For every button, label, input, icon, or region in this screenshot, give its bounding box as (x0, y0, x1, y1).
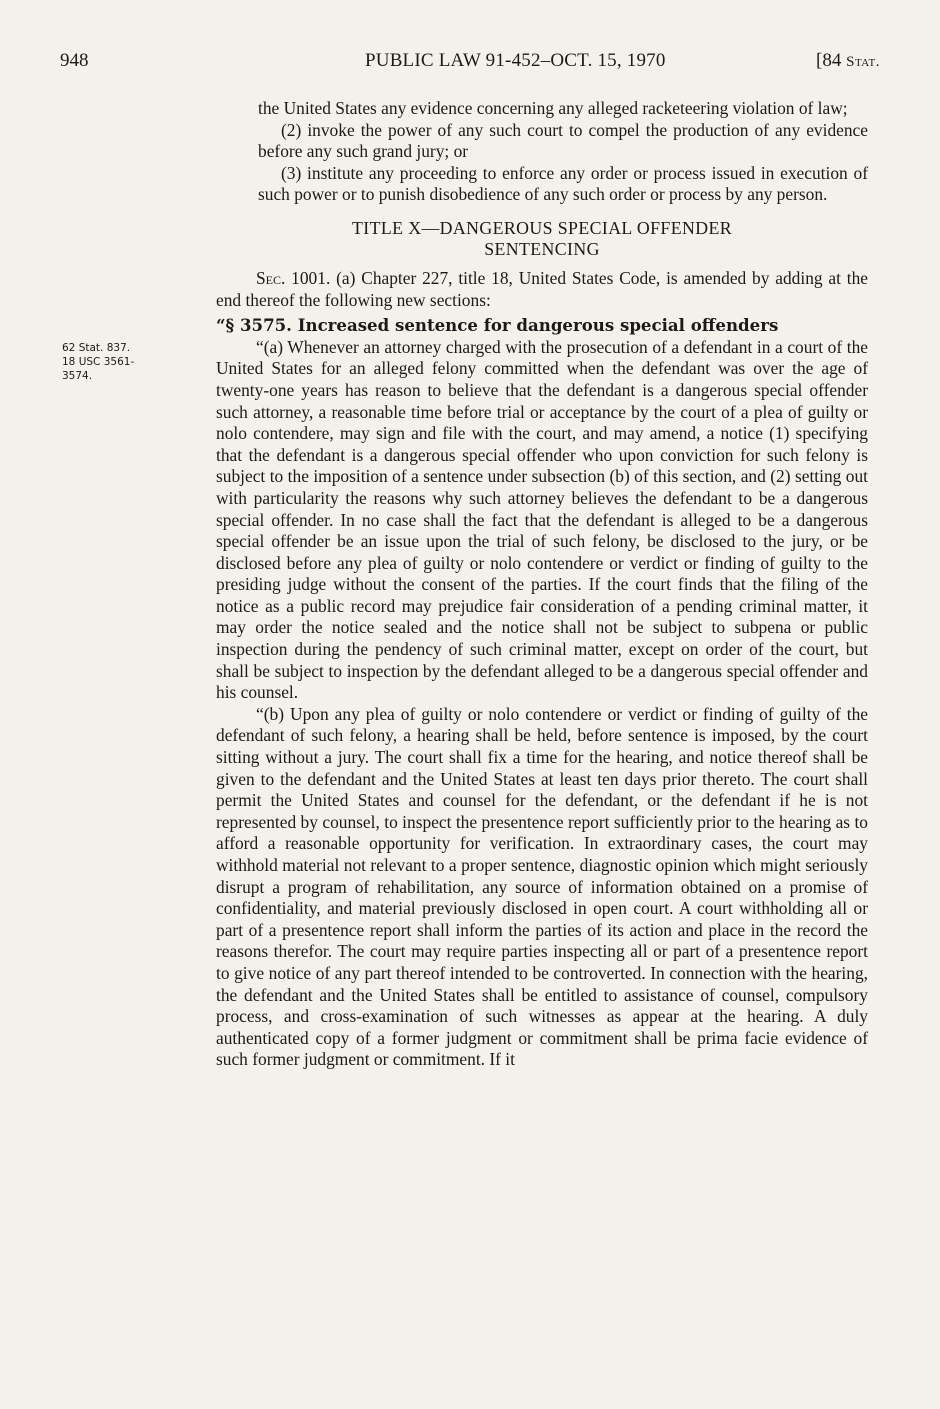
page-header (60, 50, 880, 76)
section-1001-text: 1001. (a) Chapter 227, title 18, United States Code, is amended by adding at the end thereof the following new sections: (216, 267, 868, 310)
page-body (216, 98, 868, 1071)
statute-volume (816, 50, 880, 72)
margin-citation-line: 62 Stat. 837. (62, 342, 131, 354)
margin-citation-line: 18 USC 3561- (62, 356, 135, 368)
page-number: 948 (60, 50, 89, 71)
section-heading: “§ 3575. Increased sentence for dangerous special offenders (216, 315, 779, 336)
margin-citation (62, 341, 192, 383)
title-heading-line2: SENTENCING (484, 238, 600, 259)
section-1001 (216, 268, 868, 311)
continued-list (216, 98, 868, 206)
margin-citation-line: 3574. (62, 370, 93, 382)
paragraph: the United States any evidence concerning any alleged racketeering violation of law; (258, 98, 848, 118)
statute-volume-word: Stat. (846, 54, 880, 70)
paragraph: (2) invoke the power of any such court to compel the production of any evidence before any such grand jury; or (258, 119, 868, 162)
subsection-a: “(a) Whenever an attorney charged with the prosecution of a defendant in a court of the United States for an alleged felony committed when the defendant was over the age of twenty-one years has reason to believe that the defendant is a dangerous special offender such attorney, a reasonable time before trial or acceptance by the court of a plea of guilty or nolo contendere, may sign and file with the court, and may amend, a notice (1) specifying that the defendant is a dangerous special offender who upon conviction for such felony is subject to the imposition of a sentence under subsection (b) of this section, and (2) setting out with particularity the reasons why such attorney believes the defendant to be a dangerous special offender. In no case shall the fact that the defendant is alleged to be a dangerous special offender be an issue upon the trial of such felony, be disclosed to the jury, or be disclosed before any plea of guilty or nolo contendere or verdict or finding of guilty to the presiding judge without the consent of the parties. If the court finds that the filing of the notice as a public record may prejudice fair consideration of a pending criminal matter, it may order the notice sealed and the notice shall not be subject to subpena or public inspection during the pendency of such criminal matter, except on order of the court, but shall be subject to inspection by the defendant alleged to be a dangerous special offender and his counsel. (216, 336, 868, 703)
paragraph: (3) institute any proceeding to enforce any order or process issued in execution of such power or to punish disobedience of any such order or process by any person. (258, 162, 868, 205)
title-heading-line1: TITLE X—DANGEROUS SPECIAL OFFENDER (352, 217, 732, 238)
statute-volume-prefix: [84 (816, 50, 847, 71)
title-heading (216, 218, 868, 260)
subsection-b: “(b) Upon any plea of guilty or nolo contendere or verdict or finding of guilty of the defendant of such felony, a hearing shall be held, before sentence is imposed, by the court sitting without a jury. The court shall fix a time for the hearing, and notice thereof shall be given to the defendant and the United States at least ten days prior thereto. The court shall permit the United States and counsel for the defendant, or the defendant if he is not represented by counsel, to inspect the presentence report sufficiently prior to the hearing as to afford a reasonable opportunity for verification. In extraordinary cases, the court may withhold material not relevant to a proper sentence, diagnostic opinion which might seriously disrupt a program of rehabilitation, any source of information obtained on a promise of confidentiality, and material previously disclosed in open court. A court withholding all or part of a presentence report shall inform the parties of its action and place in the record the reasons therefor. The court may require parties inspecting all or part of a presentence report to give notice of any part thereof intended to be controverted. In connection with the hearing, the defendant and the United States shall be entitled to assistance of counsel, compulsory process, and cross-examination of such witnesses as appear at the hearing. A duly authenticated copy of a former judgment or commitment shall be prima facie evidence of such former judgment or commitment. If it (216, 703, 868, 1070)
running-title: PUBLIC LAW 91-452–OCT. 15, 1970 (365, 50, 666, 71)
sec-prefix: Sec. (256, 267, 286, 288)
